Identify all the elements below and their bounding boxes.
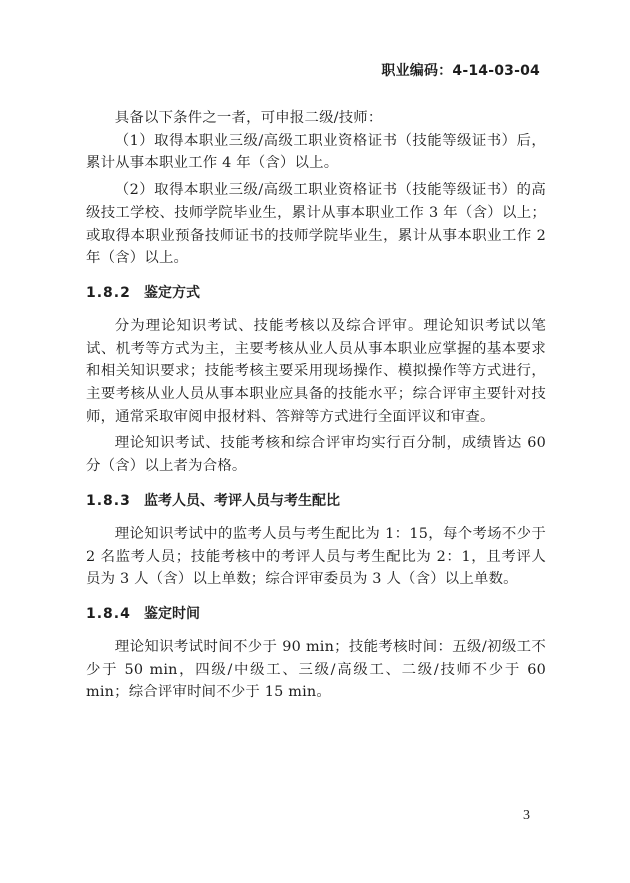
intro-item-2: （2）取得本职业三级/高级工职业资格证书（技能等级证书）的高级技工学校、技师学院毕业生，累计从事本职业工作 3 年（含）以上；或取得本职业预备技师证书的技师学院毕业生，累计从事本职业工作 2 年（含）以上。 <box>86 182 546 267</box>
intro-lead: 具备以下条件之一者，可申报二级/技师： <box>114 110 383 126</box>
page-number: 3 <box>523 808 530 823</box>
section-1-8-2-heading <box>86 283 546 303</box>
section-title: 鉴定方式 <box>144 284 200 301</box>
occupation-code: 职业编码：4-14-03-04 <box>381 63 540 79</box>
section-number: 1.8.2 <box>86 284 131 301</box>
section-1-8-2-paragraph-2: 理论知识考试、技能考核和综合评审均实行百分制，成绩皆达 60 分（含）以上者为合格。 <box>86 435 546 475</box>
section-title: 监考人员、考评人员与考生配比 <box>144 492 340 509</box>
section-1-8-3-paragraph: 理论知识考试中的监考人员与考生配比为 1：15，每个考场不少于 2 名监考人员；技能考核中的考评人员与考生配比为 2：1，且考评人员为 3 人（含）以上单数；综合评审委员为 3 人（含）以上单数。 <box>86 525 546 588</box>
page-body <box>86 107 546 704</box>
section-1-8-4-heading <box>86 604 546 624</box>
section-number: 1.8.4 <box>86 605 131 622</box>
section-1-8-3-heading <box>86 491 546 511</box>
section-title: 鉴定时间 <box>144 605 200 622</box>
section-1-8-2-paragraph-1: 分为理论知识考试、技能考核以及综合评审。理论知识考试以笔试、机考等方式为主，主要考核从业人员从事本职业应掌握的基本要求和相关知识要求；技能考核主要采用现场操作、模拟操作等方式进行，主要考核从业人员从事本职业应具备的技能水平；综合评审主要针对技师，通常采取审阅申报材料、答辩等方式进行全面评议和审查。 <box>86 317 546 425</box>
section-1-8-4-paragraph: 理论知识考试时间不少于 90 min；技能考核时间：五级/初级工不少于 50 min，四级/中级工、三级/高级工、二级/技师不少于 60 min；综合评审时间不少于 15 min。 <box>86 638 546 701</box>
section-number: 1.8.3 <box>86 492 131 509</box>
intro-item-1: （1）取得本职业三级/高级工职业资格证书（技能等级证书）后，累计从事本职业工作 4 年（含）以上。 <box>86 132 546 172</box>
